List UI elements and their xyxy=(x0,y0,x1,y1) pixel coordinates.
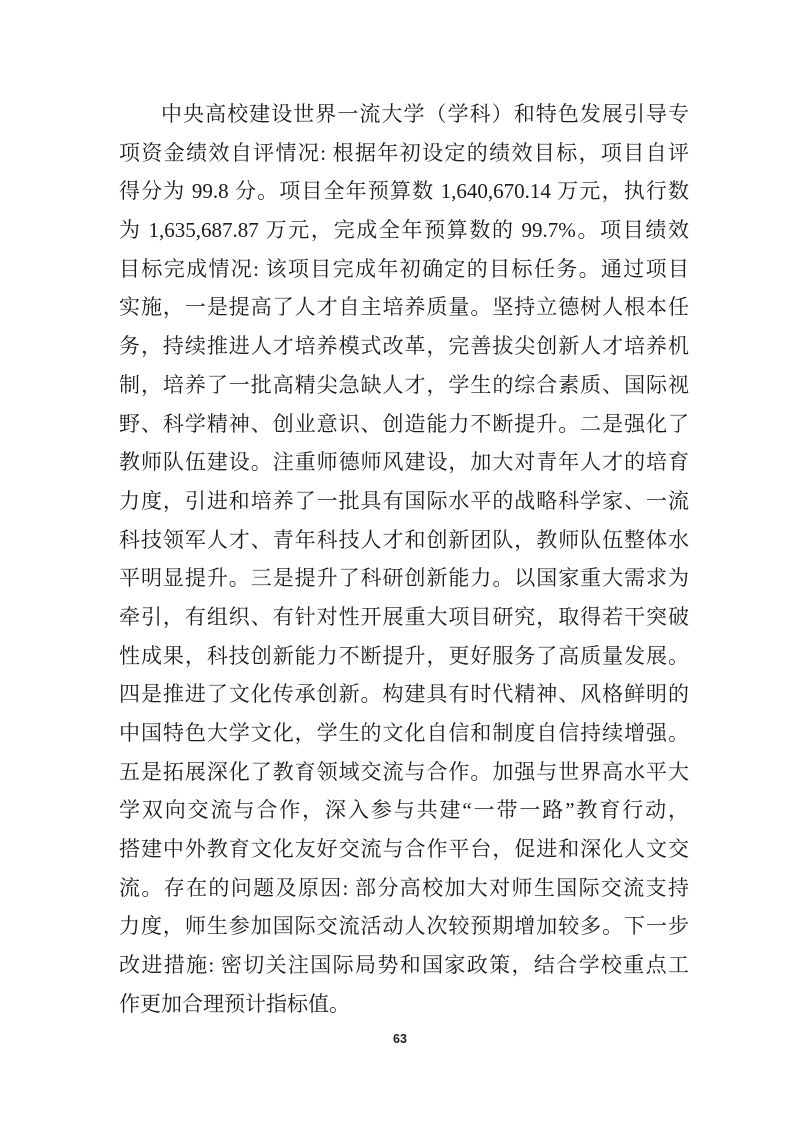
text-line: 野、科学精神、创业意识、创造能力不断提升。二是强化了 xyxy=(119,411,689,436)
text-line: 中央高校建设世界一流大学（学科）和特色发展引导专 xyxy=(161,102,689,126)
text-line: 得分为 99.8 分。项目全年预算数 1,640,670.14 万元，执行数 xyxy=(119,179,689,204)
text-line: 性成果，科技创新能力不断提升，更好服务了高质量发展。 xyxy=(119,643,689,668)
text-line: 平明显提升。三是提升了科研创新能力。以国家重大需求为 xyxy=(119,566,689,591)
text-line: 牵引，有组织、有针对性开展重大项目研究，取得若干突破 xyxy=(119,604,689,629)
text-line: 五是拓展深化了教育领域交流与合作。加强与世界高水平大 xyxy=(119,759,689,784)
body-paragraph xyxy=(119,95,689,1024)
text-line: 科技领军人才、青年科技人才和创新团队，教师队伍整体水 xyxy=(119,527,689,552)
text-line: 作更加合理预计指标值。 xyxy=(119,991,350,1016)
page-number: 63 xyxy=(393,1032,407,1046)
text-line: 搭建中外教育文化友好交流与合作平台，促进和深化人文交 xyxy=(119,837,689,862)
text-line: 为 1,635,687.87 万元，完成全年预算数的 99.7%。项目绩效 xyxy=(119,218,689,243)
text-line: 目标完成情况: 该项目完成年初确定的目标任务。通过项目 xyxy=(119,256,689,281)
text-line: 力度，师生参加国际交流活动人次较预期增加较多。下一步 xyxy=(119,914,689,939)
text-line: 改进措施: 密切关注国际局势和国家政策，结合学校重点工 xyxy=(119,953,689,978)
text-line: 教师队伍建设。注重师德师风建设，加大对青年人才的培育 xyxy=(119,450,689,475)
text-line: 项资金绩效自评情况: 根据年初设定的绩效目标，项目自评 xyxy=(119,140,689,165)
text-line: 务，持续推进人才培养模式改革，完善拔尖创新人才培养机 xyxy=(119,334,689,359)
text-line: 制，培养了一批高精尖急缺人才，学生的综合素质、国际视 xyxy=(119,372,689,397)
text-line: 流。存在的问题及原因: 部分高校加大对师生国际交流支持 xyxy=(119,875,689,900)
text-line: 实施，一是提高了人才自主培养质量。坚持立德树人根本任 xyxy=(119,295,689,320)
text-line: 四是推进了文化传承创新。构建具有时代精神、风格鲜明的 xyxy=(119,682,689,707)
text-line: 学双向交流与合作，深入参与共建“一带一路”教育行动， xyxy=(119,798,689,823)
text-line: 中国特色大学文化，学生的文化自信和制度自信持续增强。 xyxy=(119,721,689,745)
text-line: 力度，引进和培养了一批具有国际水平的战略科学家、一流 xyxy=(119,488,689,513)
